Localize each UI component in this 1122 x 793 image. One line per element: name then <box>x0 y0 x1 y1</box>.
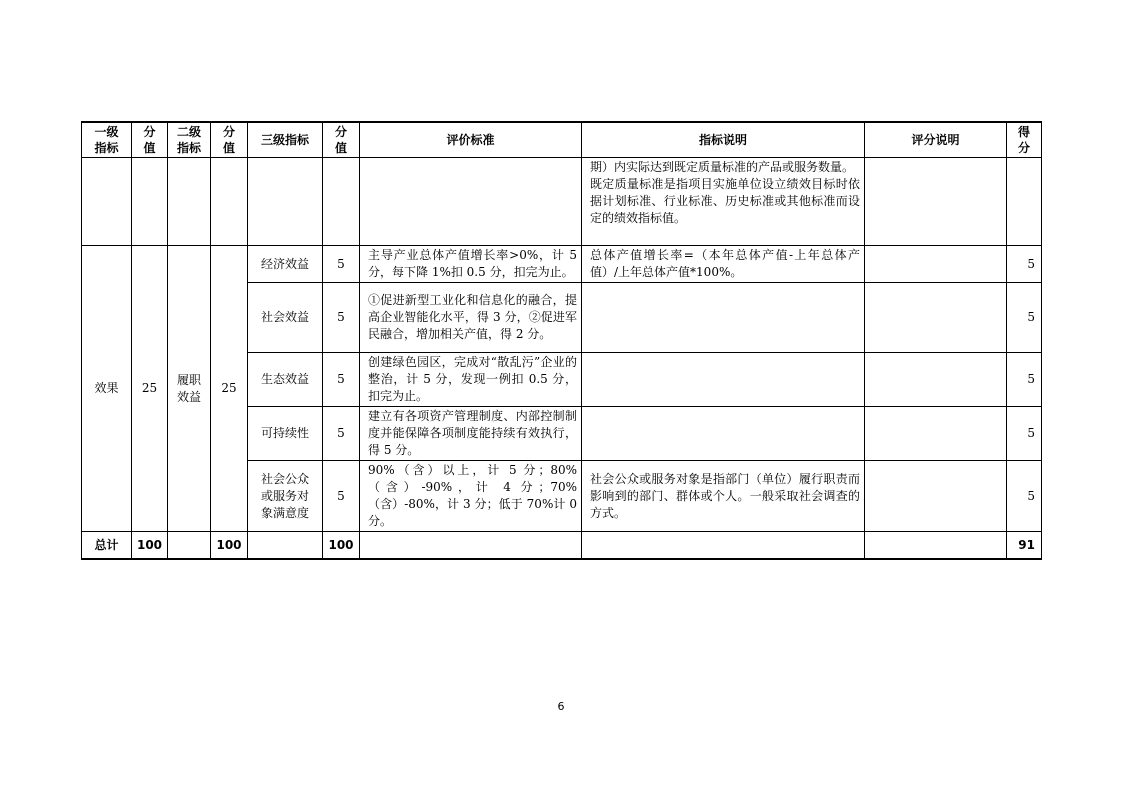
header-criteria: 评价标准 <box>360 122 582 158</box>
scoring-note-cell <box>865 283 1007 353</box>
scoring-note-cell <box>865 246 1007 283</box>
points-cell: 5 <box>1007 461 1042 532</box>
continued-explanation: 期）内实际达到既定质量标准的产品或服务数量。 既定质量标准是指项目实施单位设立绩效目标时依据计划标准、行业标准、历史标准或其他标准而设定的绩效指标值。 <box>582 158 865 246</box>
criteria-cell: 创建绿色园区，完成对“散乱污”企业的整治，计 5 分，发现一例扣 0.5 分，扣完为止。 <box>360 353 582 407</box>
criteria-cell: ①促进新型工业化和信息化的融合，提高企业智能化水平，得 3 分，②促进军民融合，增加相关产值，得 2 分。 <box>360 283 582 353</box>
header-score3: 分 值 <box>323 122 360 158</box>
explanation-cell <box>582 283 865 353</box>
total-points: 91 <box>1007 532 1042 560</box>
scoring-note-cell <box>865 461 1007 532</box>
header-score1: 分 值 <box>132 122 168 158</box>
points-cell: 5 <box>1007 283 1042 353</box>
scoring-note-cell <box>865 353 1007 407</box>
score3-cell: 5 <box>323 461 360 532</box>
level1-cell: 效果 <box>82 246 132 532</box>
level3-cell: 生态效益 <box>248 353 323 407</box>
total-label: 总计 <box>82 532 132 560</box>
total-score3: 100 <box>323 532 360 560</box>
total-score2: 100 <box>211 532 248 560</box>
explanation-cell: 社会公众或服务对象是指部门（单位）履行职责而影响到的部门、群体或个人。一般采取社会调查的方式。 <box>582 461 865 532</box>
header-row <box>82 122 1042 158</box>
page-number: 6 <box>557 700 565 713</box>
header-level3: 三级指标 <box>248 122 323 158</box>
points-cell: 5 <box>1007 353 1042 407</box>
level3-cell: 经济效益 <box>248 246 323 283</box>
total-score1: 100 <box>132 532 168 560</box>
header-level2: 二级 指标 <box>168 122 211 158</box>
criteria-cell: 90%（含）以上，计 5 分；80%（含）-90%，计 4 分；70%（含）-80%，计 3 分；低于 70%计 0 分。 <box>360 461 582 532</box>
criteria-cell: 建立有各项资产管理制度、内部控制制度并能保障各项制度能持续有效执行，得 5 分。 <box>360 407 582 461</box>
scoring-note-cell <box>865 407 1007 461</box>
explanation-cell: 总体产值增长率=（本年总体产值-上年总体产值）/上年总体产值*100%。 <box>582 246 865 283</box>
explanation-cell <box>582 407 865 461</box>
score3-cell: 5 <box>323 283 360 353</box>
points-cell: 5 <box>1007 407 1042 461</box>
score2-cell: 25 <box>211 246 248 532</box>
header-points: 得 分 <box>1007 122 1042 158</box>
total-row <box>82 532 1042 560</box>
score1-cell: 25 <box>132 246 168 532</box>
table-row <box>82 246 1042 283</box>
explanation-cell <box>582 353 865 407</box>
table-row-continued <box>82 158 1042 246</box>
level3-cell: 社会效益 <box>248 283 323 353</box>
header-explanation: 指标说明 <box>582 122 865 158</box>
header-score2: 分 值 <box>211 122 248 158</box>
level3-cell: 可持续性 <box>248 407 323 461</box>
level2-cell: 履职 效益 <box>168 246 211 532</box>
score3-cell: 5 <box>323 407 360 461</box>
criteria-cell: 主导产业总体产值增长率>0%，计 5 分，每下降 1%扣 0.5 分，扣完为止。 <box>360 246 582 283</box>
level3-cell: 社会公众 或服务对 象满意度 <box>248 461 323 532</box>
score3-cell: 5 <box>323 246 360 283</box>
points-cell: 5 <box>1007 246 1042 283</box>
performance-score-table <box>81 121 1042 560</box>
header-level1: 一级 指标 <box>82 122 132 158</box>
header-scoring-note: 评分说明 <box>865 122 1007 158</box>
score3-cell: 5 <box>323 353 360 407</box>
